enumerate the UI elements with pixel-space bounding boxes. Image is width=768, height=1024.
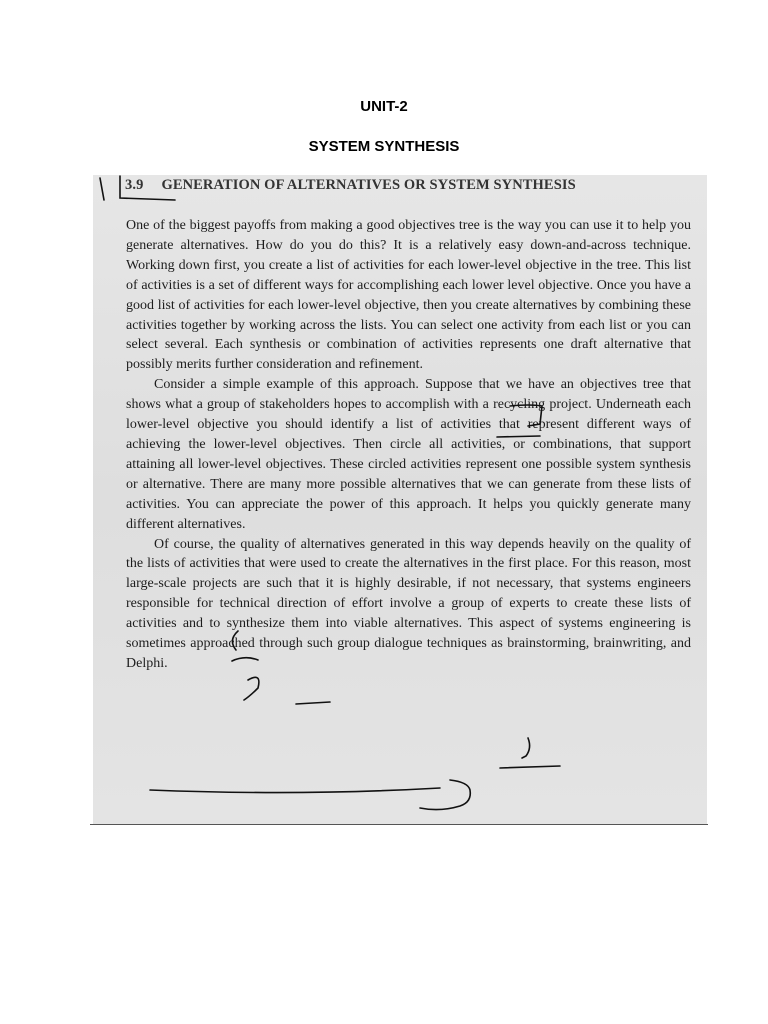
scan-body-text [126,216,691,674]
paragraph-2: Consider a simple example of this approach. Suppose that we have an objectives tree that shows what a group of stakeholders hopes to accomplish with a recycling project. Underneath each lower-level objective you should identify a list of activities that represent different ways of achieving the lower-level objectives. Then circle all activities, or combinations, that support attaining all lower-level objectives. These circled activities represent one possible system synthesis or alternative. There are many more possible alternatives that we can generate from these lists of activities. You can appreciate the power of this approach. It helps you quickly generate many different alternatives. [126,377,691,532]
unit-title: UNIT-2 [360,98,408,115]
heading-number: 3.9 [125,177,144,193]
scan-bottom-edge [90,824,708,825]
paragraph-1: One of the biggest payoffs from making a good objectives tree is the way you can use it to help you generate alternatives. How do you do this? It is a relatively easy down-and-across technique. Working down first, you create a list of activities for each lower-level objective in the tree. This list of activities is a set of different ways for accomplishing each lower level objective. Once you have a good list of activities for each lower-level objective, then you create alternatives by combining these activities together by working across the lists. You can select one activity from each list or you can select several. Each synthesis or combination of activities represents one draft alternative that possibly merits further consideration and refinement. [126,218,691,373]
scanned-page-image [93,175,707,825]
paragraph-3: Of course, the quality of alternatives generated in this way depends heavily on the quality of the lists of activities that were used to create the alternatives in the first place. For this reason, most large-scale projects are such that it is highly desirable, if not necessary, that systems engineers responsible for technical direction of effort involve a group of experts to create these lists of activities and to synthesize them into viable alternatives. This aspect of systems engineering is sometimes approached through such group dialogue techniques as brainstorming, brainwriting, and Delphi. [126,536,691,671]
heading-text: GENERATION OF ALTERNATIVES OR SYSTEM SYNTHESIS [161,177,576,193]
section-title: SYSTEM SYNTHESIS [308,138,460,155]
scan-section-heading [125,177,685,194]
